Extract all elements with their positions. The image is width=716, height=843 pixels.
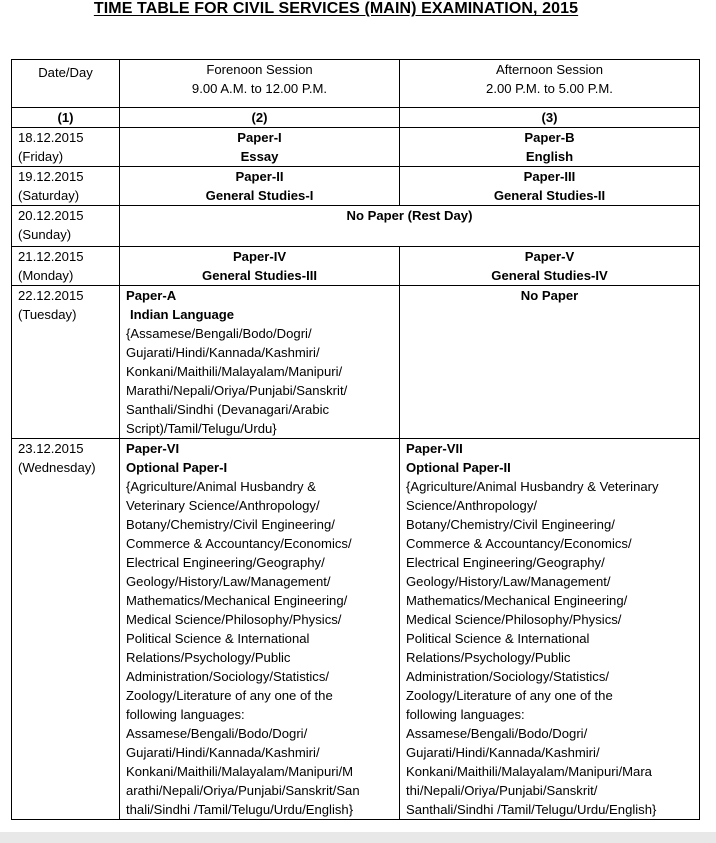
subject-list-line: Electrical Engineering/Geography/ (126, 555, 325, 570)
header-forenoon (120, 60, 400, 108)
table-row (12, 167, 700, 206)
date: 18.12.2015 (18, 130, 84, 145)
paper-number: Paper-B (524, 130, 575, 145)
header-forenoon-time: 9.00 A.M. to 12.00 P.M. (191, 81, 328, 96)
subject-list-line: Political Science & International (126, 631, 310, 646)
paper-number: Paper-II (235, 169, 284, 184)
subject-list-line: arathi/Nepali/Oriya/Punjabi/Sanskrit/San (126, 783, 360, 798)
column-number-2: (2) (120, 108, 400, 128)
subject-list-line: Relations/Psychology/Public (126, 650, 291, 665)
table-row (12, 206, 700, 247)
date-cell (12, 439, 120, 820)
language-list-line: Gujarati/Hindi/Kannada/Kashmiri/ (126, 345, 320, 360)
subject-list-line: Science/Anthropology/ (406, 498, 538, 513)
day: (Friday) (18, 149, 64, 164)
header-date-day (12, 60, 120, 108)
column-number-1: (1) (12, 108, 120, 128)
table-row (12, 247, 700, 286)
subject-list-line: Administration/Sociology/Statistics/ (406, 669, 610, 684)
subject-list-line: Geology/History/Law/Management/ (126, 574, 331, 589)
afternoon-cell (400, 286, 700, 439)
subject-list-line: thali/Sindhi /Tamil/Telugu/Urdu/English} (126, 802, 354, 817)
paper-subject: Optional Paper-II (406, 460, 511, 475)
paper-subject: General Studies-III (202, 268, 317, 283)
header-afternoon-label: Afternoon Session (495, 62, 603, 77)
subject-list-line: Relations/Psychology/Public (406, 650, 571, 665)
paper-subject: Essay (240, 149, 279, 164)
day: (Tuesday) (18, 307, 77, 322)
date-cell (12, 286, 120, 439)
subject-list-line: Administration/Sociology/Statistics/ (126, 669, 330, 684)
subject-list-line: {Agriculture/Animal Husbandry & (126, 479, 316, 494)
subject-list-line: Assamese/Bengali/Bodo/Dogri/ (406, 726, 588, 741)
subject-list-line: Mathematics/Mechanical Engineering/ (126, 593, 348, 608)
bottom-scroll-strip (0, 832, 716, 843)
paper-number: Paper-IV (232, 249, 287, 264)
paper-number: Paper-A (126, 288, 177, 303)
subject-list-line: Electrical Engineering/Geography/ (406, 555, 605, 570)
date: 21.12.2015 (18, 249, 84, 264)
language-list-line: {Assamese/Bengali/Bodo/Dogri/ (126, 326, 312, 341)
column-number-row (12, 108, 700, 128)
subject-list-line: Botany/Chemistry/Civil Engineering/ (406, 517, 615, 532)
paper-number: Paper-I (237, 130, 282, 145)
day: (Wednesday) (18, 460, 96, 475)
paper-subject: English (525, 149, 574, 164)
date: 23.12.2015 (18, 441, 84, 456)
date: 22.12.2015 (18, 288, 84, 303)
date-cell (12, 206, 120, 247)
date: 19.12.2015 (18, 169, 84, 184)
paper-number: Paper-V (524, 249, 575, 264)
header-forenoon-label: Forenoon Session (206, 62, 313, 77)
afternoon-cell (400, 128, 700, 167)
table-row (12, 128, 700, 167)
table-row (12, 439, 700, 820)
date: 20.12.2015 (18, 208, 84, 223)
subject-list-line: Konkani/Maithili/Malayalam/Manipuri/M (126, 764, 354, 779)
subject-list-line: Botany/Chemistry/Civil Engineering/ (126, 517, 335, 532)
forenoon-cell (120, 439, 400, 820)
subject-list-line: Mathematics/Mechanical Engineering/ (406, 593, 628, 608)
subject-list-line: Zoology/Literature of any one of the (126, 688, 333, 703)
paper-subject: Indian Language (130, 307, 235, 322)
header-date-day-label: Date/Day (38, 65, 93, 80)
page-title-text: TIME TABLE FOR CIVIL SERVICES (MAIN) EXAMINATION, 2015 (93, 0, 579, 17)
paper-subject: General Studies-II (493, 188, 606, 203)
forenoon-cell (120, 247, 400, 286)
language-list-line: Konkani/Maithili/Malayalam/Manipuri/ (126, 364, 343, 379)
subject-list-line: {Agriculture/Animal Husbandry & Veterinary (406, 479, 659, 494)
paper-subject: General Studies-I (205, 188, 314, 203)
subject-list-line: Zoology/Literature of any one of the (406, 688, 613, 703)
page-title (0, 0, 672, 18)
subject-list-line: Political Science & International (406, 631, 590, 646)
language-list-line: Script)/Tamil/Telugu/Urdu} (126, 421, 277, 436)
timetable (11, 59, 700, 820)
day: (Sunday) (18, 227, 72, 242)
header-afternoon-time: 2.00 P.M. to 5.00 P.M. (486, 81, 613, 96)
subject-list-line: Commerce & Accountancy/Economics/ (126, 536, 352, 551)
table-row (12, 286, 700, 439)
day: (Saturday) (18, 188, 80, 203)
subject-list-line: Konkani/Maithili/Malayalam/Manipuri/Mara (406, 764, 652, 779)
header-afternoon (400, 60, 700, 108)
no-paper-text: No Paper (520, 288, 579, 303)
paper-subject: Optional Paper-I (126, 460, 228, 475)
rest-day-cell (120, 206, 700, 247)
forenoon-cell (120, 286, 400, 439)
column-number-3: (3) (400, 108, 700, 128)
date-cell (12, 128, 120, 167)
paper-subject: General Studies-IV (491, 268, 608, 283)
subject-list-line: Geology/History/Law/Management/ (406, 574, 611, 589)
subject-list-line: Medical Science/Philosophy/Physics/ (406, 612, 622, 627)
paper-number: Paper-VI (126, 441, 180, 456)
subject-list-line: Commerce & Accountancy/Economics/ (406, 536, 632, 551)
paper-number: Paper-VII (406, 441, 463, 456)
rest-day-text: No Paper (Rest Day) (346, 208, 473, 223)
day: (Monday) (18, 268, 74, 283)
forenoon-cell (120, 167, 400, 206)
date-cell (12, 167, 120, 206)
subject-list-line: following languages: (126, 707, 245, 722)
afternoon-cell (400, 247, 700, 286)
subject-list-line: Gujarati/Hindi/Kannada/Kashmiri/ (126, 745, 320, 760)
subject-list-line: following languages: (406, 707, 525, 722)
afternoon-cell (400, 439, 700, 820)
subject-list-line: Gujarati/Hindi/Kannada/Kashmiri/ (406, 745, 600, 760)
afternoon-cell (400, 167, 700, 206)
date-cell (12, 247, 120, 286)
header-row (12, 60, 700, 108)
subject-list-line: Santhali/Sindhi /Tamil/Telugu/Urdu/English} (406, 802, 657, 817)
forenoon-cell (120, 128, 400, 167)
subject-list-line: Medical Science/Philosophy/Physics/ (126, 612, 342, 627)
language-list-line: Santhali/Sindhi (Devanagari/Arabic (126, 402, 330, 417)
language-list-line: Marathi/Nepali/Oriya/Punjabi/Sanskrit/ (126, 383, 348, 398)
subject-list-line: Veterinary Science/Anthropology/ (126, 498, 320, 513)
subject-list-line: thi/Nepali/Oriya/Punjabi/Sanskrit/ (406, 783, 598, 798)
subject-list-line: Assamese/Bengali/Bodo/Dogri/ (126, 726, 308, 741)
paper-number: Paper-III (523, 169, 576, 184)
